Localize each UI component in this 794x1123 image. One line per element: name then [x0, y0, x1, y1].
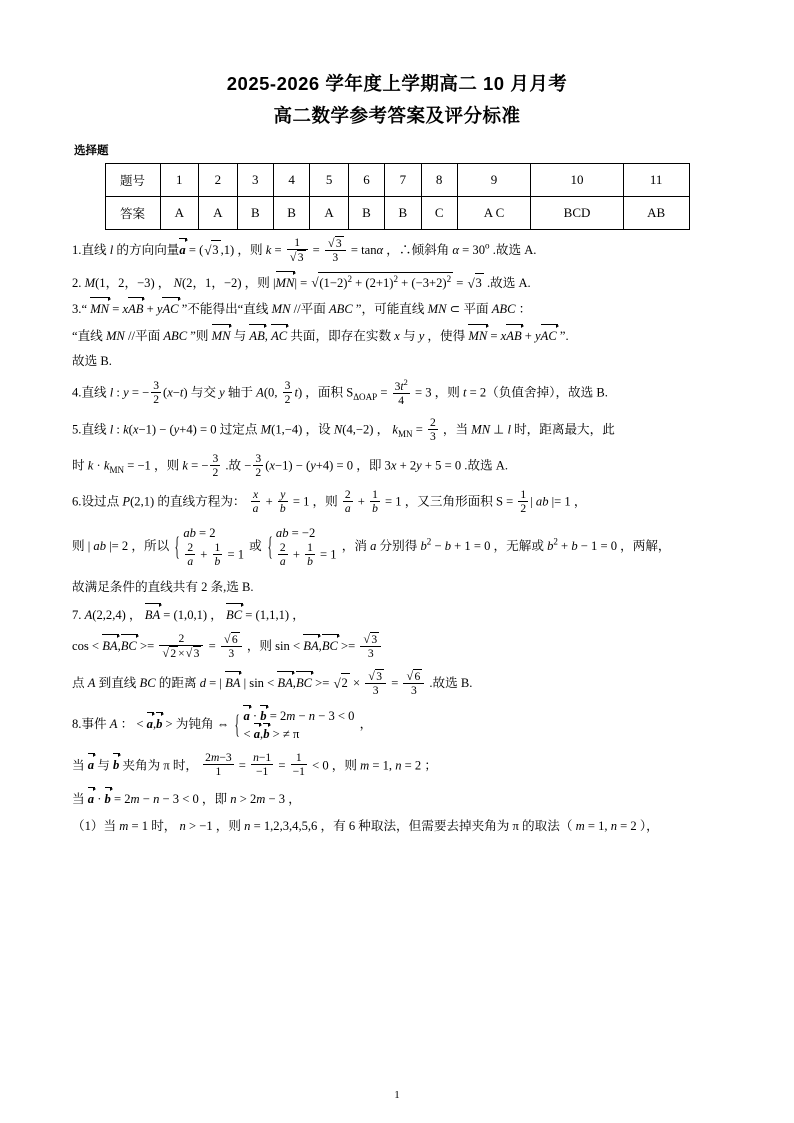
- table-cell-answer: A: [199, 197, 238, 230]
- table-cell-qnum: 6: [348, 164, 384, 197]
- table-cell-answer: B: [237, 197, 273, 230]
- solution-8-line2: 当 a 与 b 夹角为 π 时， $\frac{2m-3}{1}$ = $\frac{n-1}{-1}$ = $\frac{1}{-1}$ < 0 ，则 m = 1, n = 2 ；: [72, 751, 437, 779]
- table-cell-qnum: 9: [457, 164, 530, 197]
- answer-table: [105, 163, 690, 230]
- solution-7: 7. A(2,2,4) ， BA = (1,0,1) ， BC = (1,1,1) ，: [72, 605, 722, 624]
- solution-3-line3: 故选 B.: [72, 353, 112, 368]
- system-brace-2: { ab = −2 $\frac{2}{a}$ + $\frac{1}{b}$ = 1: [267, 525, 337, 569]
- table-cell-qnum: 5: [310, 164, 349, 197]
- table-row-question-numbers: [105, 164, 689, 197]
- table-cell-qnum: 8: [421, 164, 457, 197]
- table-cell-answer: B: [385, 197, 421, 230]
- table-cell-qnum: 4: [273, 164, 309, 197]
- solution-8-line4: （1）当 m = 1 时， n > −1 ，则 n = 1,2,3,4,5,6 ，有 6 种取法，但需要去掉夹角为 π 的取法（ m = 1, n = 2 ），: [72, 818, 659, 833]
- page-title-line2: 高二数学参考答案及评分标准: [273, 105, 521, 126]
- table-cell-qnum: 3: [237, 164, 273, 197]
- table-cell-qnum: 11: [623, 164, 689, 197]
- solution-5-line2: 时 $k \cdot k_{MN} = -1$ ，则 k = − $\frac{3}{2}$ .故 − $\frac{3}{2}$ (x−1) − (y+4) = 0 ，即 3x + 2y + 5 = 0 .故选 A.: [72, 451, 509, 479]
- solution-8: 8.事件 A ： < a,b > 为钝角 ⇔ { a · b = 2m − n − 3 < 0 < a,b > ≠ π ，: [72, 707, 722, 743]
- table-header-answer: 答案: [105, 197, 160, 230]
- solution-6: 6.设过点 P(2,1) 的直线方程为： $\frac{x}{a}$ + $\frac{y}{b}$ = 1 ，则 $\frac{2}{a}$ + $\frac{1}{b}$ = 1 ，又三角形面积 S = $\frac{1}{2}$ | ab |= 1 ，: [72, 487, 587, 515]
- solution-1: 1.直线 l 的方向向量a = ( √ 3 ,1) ，则 k = 1 √ 3 = √ 3 3 = tanα ，∴倾斜角 $\alpha = 30^o$ .故选 A.: [72, 235, 537, 264]
- table-cell-answer: BCD: [531, 197, 624, 230]
- solution-7-line2: cos < BA,BC >= 2 √ 2 × √ 3 = √ 6 3 ，则 sin < BA,BC >= √ 3 3: [72, 633, 722, 661]
- solution-6-line3: 故满足条件的直线共有 2 条,选 B.: [72, 579, 254, 594]
- solution-4: 4.直线 l : y = − $\frac{3}{2}$ (x−t) 与交 y 轴于 A(0, $\frac{3}{2}$ t) ，面积 $S_{\Delta OAP}$ = $\frac{3t^2}{4}$ = 3 ，则 t = 2（负值舍掉），故选 B.: [72, 378, 608, 407]
- page-title-line1: 2025-2026 学年度上学期高二 10 月月考: [226, 73, 568, 94]
- system-brace-3: { a · b = 2m − n − 3 < 0 < a,b > ≠ π: [234, 707, 354, 743]
- table-cell-qnum: 10: [531, 164, 624, 197]
- table-cell-answer: B: [273, 197, 309, 230]
- solution-5: 5.直线 l : k(x−1) − (y+4) = 0 过定点 M(1,−4) ，设 N(4,−2) ， $k_{MN}$ = $\frac{2}{3}$ ，当 MN ⊥ l 时，距离最大，此: [72, 415, 615, 443]
- system-brace-1: { ab = 2 $\frac{2}{a}$ + $\frac{1}{b}$ = 1: [174, 525, 244, 569]
- solution-7-line3: 点 A 到直线 BC 的距离 d = | BA | sin < BA,BC >= √ 2 × √ 3 3 = √ 6 3 .故选 B.: [72, 668, 473, 698]
- table-cell-answer: C: [421, 197, 457, 230]
- page-number: 1: [394, 1089, 400, 1101]
- solution-2: 2. M(1，2，−3) ， N(2，1，−2) ，则 |MN| = √ $(1-2)^2 + (2+1)^2 + (-3+2)^2$ = √ 3 .故选 A.: [72, 273, 531, 291]
- solution-6-line2: 则 | ab |= 2 ，所以 { ab = 2 $\frac{2}{a}$ + $\frac{1}{b}$ = 1 或 { ab = −2 $\frac{2}{a}$ + $\frac{1}{b}$ = 1 ，消 a 分别得 $b^2 - b + 1 = 0$ ，无解或 $b^2 + b - 1 = 0$ ，两解，: [72, 525, 722, 569]
- table-cell-answer: A C: [457, 197, 530, 230]
- section-label-choice: 选择题: [74, 145, 109, 157]
- table-cell-answer: A: [160, 197, 199, 230]
- table-row-answers: [105, 197, 689, 230]
- solution-3-line2: “直线 MN //平面 ABC ”则 MN 与 AB, AC 共面，即存在实数 x 与 y ，使得 MN = xAB + yAC ”.: [72, 326, 722, 345]
- solution-8-line3: 当 a · b = 2m − n − 3 < 0 ，即 n > 2m − 3 ，: [72, 789, 722, 808]
- table-cell-qnum: 1: [160, 164, 199, 197]
- table-header-question: 题号: [105, 164, 160, 197]
- table-cell-qnum: 2: [199, 164, 238, 197]
- table-cell-answer: B: [348, 197, 384, 230]
- table-cell-answer: A: [310, 197, 349, 230]
- table-cell-answer: AB: [623, 197, 689, 230]
- table-cell-qnum: 7: [385, 164, 421, 197]
- solution-3: 3.“ MN = xAB + yAC ”不能得出“直线 MN //平面 ABC ”，可能直线 MN ⊂ 平面 ABC ：: [72, 299, 722, 318]
